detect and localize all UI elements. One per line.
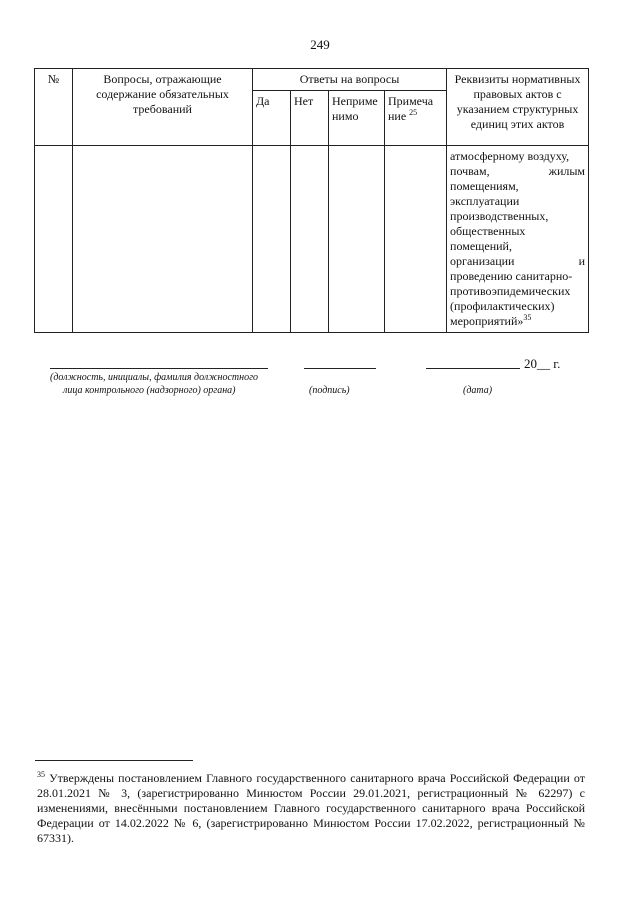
requisites-line: общественных <box>450 224 526 238</box>
cell-note <box>385 146 447 333</box>
requisites-line: производственных, <box>450 209 549 223</box>
requisites-line: эксплуатации <box>450 194 520 208</box>
page-number: 249 <box>310 37 330 52</box>
footnote-marker: 35 <box>37 770 45 779</box>
cell-question <box>73 146 253 333</box>
requisites-line: помещениям, <box>450 179 519 193</box>
header-note <box>385 91 447 146</box>
requisites-line: организации и <box>450 254 586 268</box>
header-questions: Вопросы, отражающие содержание обязательных требований <box>73 69 253 146</box>
year-text: 20__ г. <box>524 356 561 371</box>
position-signature-line <box>50 368 268 369</box>
cell-yes <box>253 146 291 333</box>
header-requisites: Реквизиты нормативных правовых актов с указанием структурных единиц этих актов <box>447 69 589 146</box>
requisites-line: атмосферному воздуху, <box>450 149 570 163</box>
header-na-line-2: нимо <box>332 109 359 123</box>
header-answers: Ответы на вопросы <box>253 69 447 91</box>
requisites-line: помещений, <box>450 239 512 253</box>
header-note-line-2: ние <box>388 109 407 123</box>
date-line <box>426 368 520 369</box>
requisites-ref: 35 <box>523 313 532 322</box>
header-yes: Да <box>253 91 291 146</box>
position-label-line-1: (должность, инициалы, фамилия должностного <box>50 372 259 383</box>
requisites-line: (профилактических) <box>450 299 555 313</box>
header-na-line-1: Неприме <box>332 94 378 108</box>
header-note-ref: 25 <box>409 108 418 117</box>
signature-label: (подпись) <box>309 385 350 396</box>
cell-number <box>35 146 73 333</box>
cell-requisites <box>447 146 589 333</box>
footnote-separator <box>35 760 193 761</box>
cell-not-applicable <box>329 146 385 333</box>
header-note-line-1: Примеча <box>388 94 434 108</box>
header-number: № <box>35 69 73 146</box>
date-label: (дата) <box>463 385 493 396</box>
footnote-text: Утверждены постановлением Главного государственного санитарного врача Российской Федерации от 28.01.2021 № 3, (зарегистрированно Минюстом России 29.01.2021, регистрационный № 62297) с изменениями, внесёнными постановлением Главного государственного санитарного врача Российской Федерации от 14.02.2022 № 6, (зарегистрированно Минюстом России 17.02.2022, регистрационный № 67331). <box>37 771 585 845</box>
footnote <box>37 771 585 846</box>
cell-no <box>291 146 329 333</box>
checklist-table <box>34 68 589 333</box>
requisites-line-last <box>450 314 585 329</box>
requisites-line: проведению санитарно- <box>450 269 573 283</box>
header-no: Нет <box>291 91 329 146</box>
position-label-line-2: лица контрольного (надзорного) органа) <box>63 385 236 396</box>
requisites-last-text: мероприятий» <box>450 314 524 328</box>
header-row <box>35 69 589 91</box>
header-not-applicable <box>329 91 385 146</box>
requisites-line: противоэпидемических <box>450 284 571 298</box>
table-row <box>35 146 589 333</box>
requisites-line: почвам, жилым <box>450 164 586 178</box>
signature-line <box>304 368 376 369</box>
